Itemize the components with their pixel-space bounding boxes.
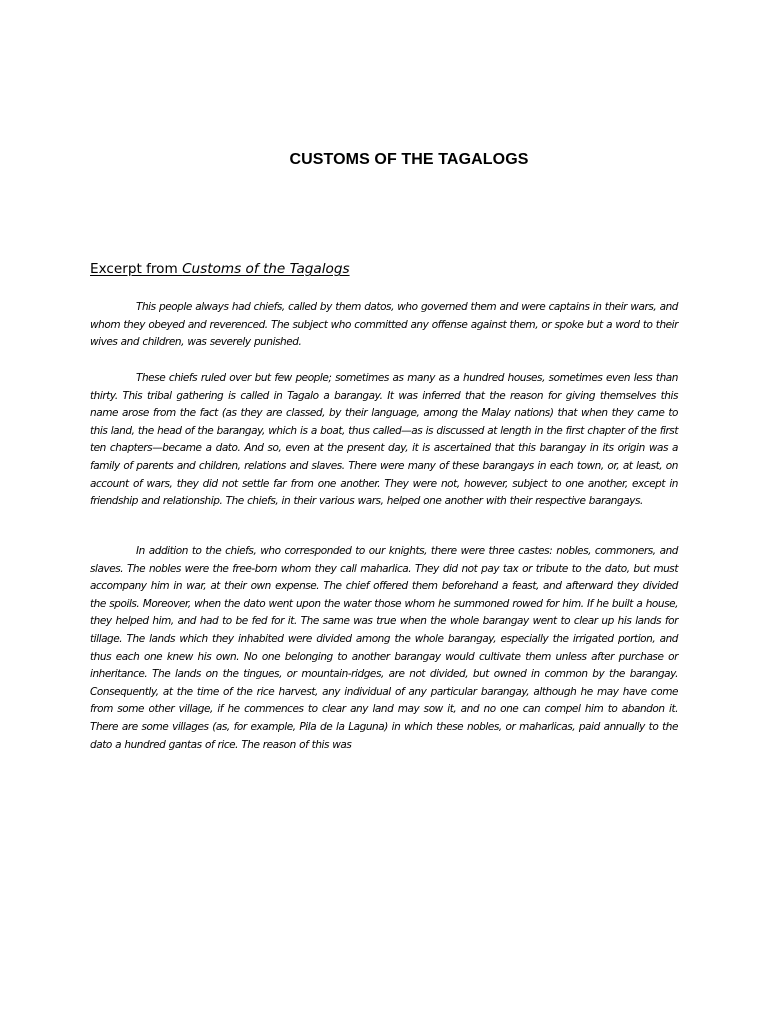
body-paragraph: These chiefs ruled over but few people; sometimes as many as a hundred houses, sometimes even less than thirty. This tribal gathering is called in Tagalo a barangay. It was inferred that the reason for giving themselves this name arose from the fact (as they are classed, by their language, among the Malay nations) that when they came to this land, the head of the barangay, which is a boat, thus called—as is discussed at length in the first chapter of the first ten chapters—became a dato. And so, even at the present day, it is ascertained that this barangay in its origin was a family of parents and children, relations and slaves. There were many of these barangays in each town, or, at least, on account of wars, they did not settle far from one another. They were not, however, subject to one another, except in friendship and relationship. The chiefs, in their various wars, helped one another with their respective barangays. (90, 372, 678, 508)
body-paragraph: This people always had chiefs, called by them datos, who governed them and were captains in their wars, and whom they obeyed and reverenced. The subject who committed any offense against them, or spoke but a word to their wives and children, was severely punished. (90, 301, 678, 349)
document-title: CUSTOMS OF THE TAGALOGS (289, 151, 529, 168)
section-heading-prefix: Excerpt from (90, 261, 183, 277)
paragraph-block-1 (90, 299, 678, 352)
body-paragraph: In addition to the chiefs, who corresponded to our knights, there were three castes: nobles, commoners, and slaves. The nobles were the free-born whom they call maharlica. They did not pay tax or tribute to the dato, but must accompany him in war, at their own expense. The chief offered them beforehand a feast, and afterward they divided the spoils. Moreover, when the dato went upon the water those whom he summoned rowed for him. If he built a house, they helped him, and had to be fed for it. The same was true when the whole barangay went to clear up his lands for tillage. The lands which they inhabited were divided among the whole barangay, especially the irrigated portion, and thus each one knew his own. No one belonging to another barangay would cultivate them unless after purchase or inheritance. The lands on the tingues, or mountain-ridges, are not divided, but owned in common by the barangay. Consequently, at the time of the rice harvest, any individual of any particular barangay, although he may have come from some other village, if he commences to clear any land may sow it, and no one can compel him to abandon it. There are some villages (as, for example, Pila de la Laguna) in which these nobles, or maharlicas, paid annually to the dato a hundred gantas of rice. The reason of this was (90, 545, 678, 751)
section-heading-work-title: Customs of the Tagalogs (182, 261, 350, 277)
paragraph-block-3 (90, 543, 678, 754)
section-heading (90, 261, 350, 277)
paragraph-block-2 (90, 370, 678, 511)
